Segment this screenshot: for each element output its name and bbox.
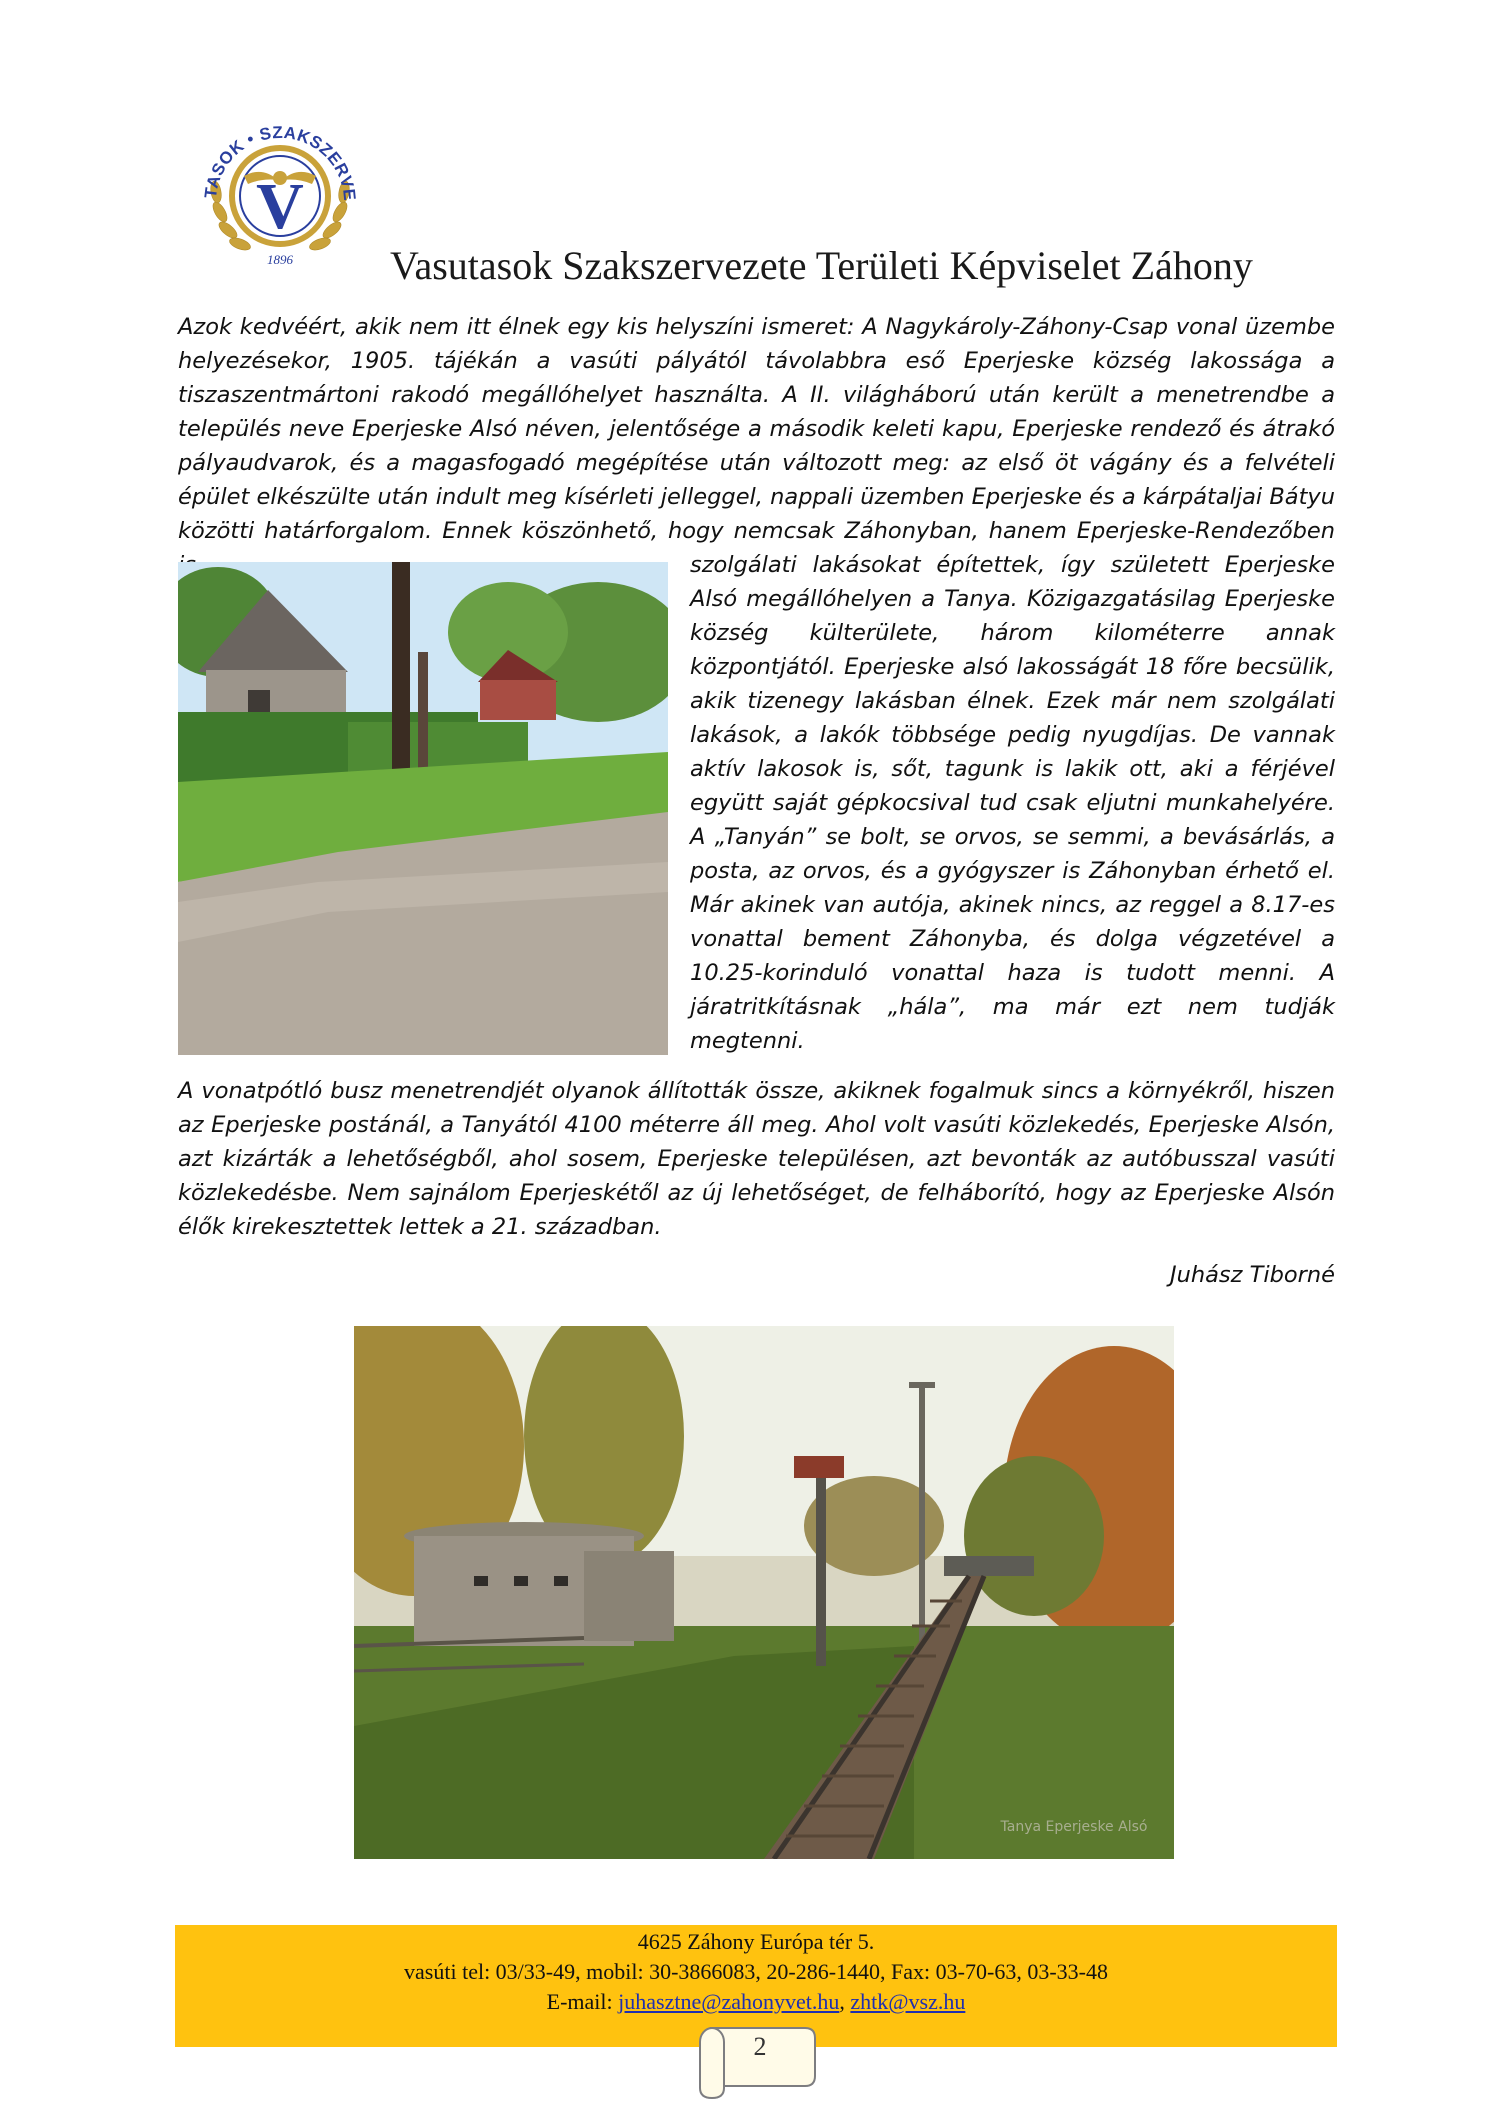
svg-text:Tanya Eperjeske Alsó: Tanya Eperjeske Alsó: [1000, 1819, 1148, 1835]
footer-address: 4625 Záhony Európa tér 5.: [637, 1929, 875, 1954]
author-signature: Juhász Tiborné: [1169, 1262, 1335, 1288]
svg-text:VASUTASOK • SZAKSZERVEZETE: TASOK • SZAKSZERVE: [201, 122, 360, 202]
article-paragraph-1: Azok kedvéért, akik nem itt élnek egy kis helyszíni ismeret: A Nagykároly-Záhony-Csap vonal üzembe helyezésekor, 1905. tájékán a vasúti pályától távolabbra eső Eperjeske község lakossága a tiszaszentmártoni rakodó megállóhelyet használta. A II. világháború után került a menetrendbe a település neve Eperjeske Alsó néven, jelentősége a második keleti kapu, Eperjeske rendező és átrakó pályaudvarok, és a magasfogadó megépítése után változott meg: az első öt vágány és a felvételi épület elkészülte után indult meg kísérleti jelleggel, nappali üzemben Eperjeske és a kárpátaljai Bátyu közötti határforgalom. Ennek köszönhető, hogy nemcsak Záhonyban, hanem Eperjeske-Rendezőben: [178, 314, 1335, 544]
article-paragraph-3: A vonatpótló busz menetrendjét olyanok állították össze, akiknek fogalmuk sincs a környékről, hiszen az Eperjeske postánál, a Tanyától 4100 méterre áll meg. Ahol volt vasúti közlekedés, Eperjeske Alsón, azt kizárták a lehetőségből, ahol sosem, Eperjeske településen, azt bevonták az autóbusszal vasúti közlekedésbe. Nem sajnálom Eperjeskétől az új lehetőséget, de felháborító, hogy az Eperjeske Alsón élők kirekesztettek lettek a 21. században.: [178, 1078, 1335, 1240]
footer-email-label: E-mail:: [546, 1989, 613, 2014]
email-separator: ,: [839, 1989, 845, 2014]
page-number: 2: [753, 2032, 767, 2061]
svg-text:V: V: [256, 170, 304, 243]
svg-text:1896: 1896: [267, 252, 293, 267]
article-paragraph-2: szolgálati lakásokat építettek, így született Eperjeske Alsó megállóhelyen a Tanya. Közigazgatásilag Eperjeske község külterülete, három kilométerre annak központjától. Eperjeske alsó lakosságát 18 főre becsülik, akik tizenegy lakásban élnek. Ezek már nem szolgálati lakások, a lakók többsége pedig nyugdíjas. De vannak aktív lakosok is, sőt, tagunk is lakik ott, aki a férjével együtt saját gépkocsival tud csak eljutni munkahelyére. A „Tanyán” se bolt, se orvos, se semmi, a bevásárlás, a posta, az orvos, és a gyógyszer is Záhonyban érhető el. Már akinek van autója, akinek nincs, az reggel a 8.17-es vonattal bement Záhonyba, és dolga végzetével a 10.25-korinduló vonattal haza is tudott menni. A járatritkításnak „hála”, ma már ezt nem tudják megtenni.: [690, 552, 1335, 1054]
house-street-photo: [178, 562, 668, 1055]
footer-email-line: [175, 1987, 1337, 2017]
footer-phones: vasúti tel: 03/33-49, mobil: 30-3866083, 20-286-1440, Fax: 03-70-63, 03-33-48: [404, 1959, 1108, 1984]
email-link-zhtk[interactable]: zhtk@vsz.hu: [850, 1989, 966, 2014]
railway-stop-photo: [354, 1326, 1174, 1859]
union-logo: [186, 92, 374, 280]
page-title: Vasutasok Szakszervezete Területi Képviselet Záhony: [390, 243, 1253, 288]
email-link-juhasztne[interactable]: juhasztne@zahonyvet.hu: [618, 1989, 840, 2014]
